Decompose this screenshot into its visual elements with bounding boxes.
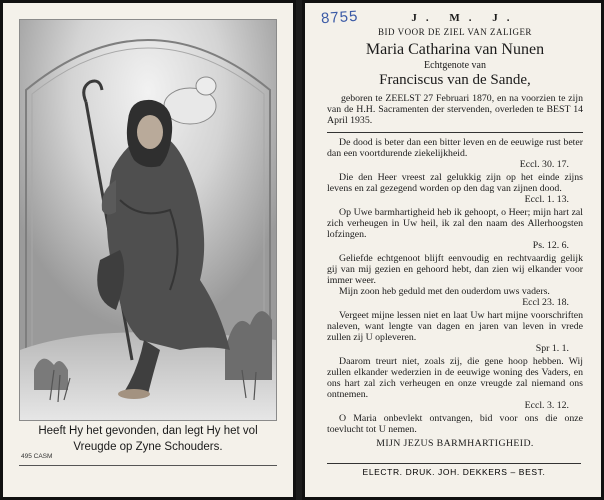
passage: De dood is beter dan een bitter leven en de eeuwige rust beter dan een voortdurende ziekelijkheid.: [327, 137, 583, 160]
prayer-card-front: [0, 0, 296, 500]
passage: O Maria onbevlekt ontvangen, bid voor ons die onze toevlucht tot U nemen.: [327, 413, 583, 436]
passage: Daarom treurt niet, zoals zij, die gene hoop hebben. Wij zullen elkander wederzien in de eeuwige woning des Vaders, en ons hart zal zich verheugen en onze vreugde zal niemand ons ontnemen.: [327, 356, 583, 401]
biography: geboren te ZEELST 27 Februari 1870, en na voorzien te zijn van de H.H. Sacramenten der stervenden, overleden te BEST 14 April 1935.: [327, 93, 583, 127]
passage-reference: Spr 1. 1.: [535, 343, 569, 355]
passage-reference: Eccl. 3. 12.: [524, 400, 569, 412]
spouse-name: Franciscus van de Sande,: [379, 72, 531, 89]
spouse-relation: Echtgenote van: [424, 59, 486, 71]
printer-code: 495 CASM: [21, 453, 53, 460]
passage: Op Uwe barmhartigheid heb ik gehoopt, o Heer; mijn hart zal zich verheugen in Uw heil, ik zal den naam des Allerhoogsten lofzingen.: [327, 207, 583, 241]
passage-reference: Eccl. 30. 17.: [519, 159, 569, 171]
section-divider: [327, 132, 583, 133]
caption-line-1: Heeft Hy het gevonden, dan legt Hy het vol: [38, 425, 258, 437]
passage-reference: Eccl. 1. 13.: [524, 194, 569, 206]
memorial-text: [327, 13, 583, 452]
closing-prayer: MIJN JEZUS BARMHARTIGHEID.: [376, 438, 534, 450]
header-jmj: J. M. J.: [411, 12, 519, 24]
caption-line-2: Vreugde op Zyne Schouders.: [73, 441, 223, 453]
deceased-name: Maria Catharina van Nunen: [365, 40, 545, 58]
passage: Die den Heer vreest zal gelukkig zijn op het einde zijns levens en zal gezegend worden op den dag van zijnen dood.: [327, 172, 583, 195]
picture-caption: [19, 423, 277, 455]
good-shepherd-picture: [19, 19, 277, 421]
printer-credit: ELECTR. DRUK. JOH. DEKKERS – BEST.: [362, 467, 546, 477]
passage: Vergeet mijne lessen niet en laat Uw hart mijne voorschriften naleven, want lengte van dagen en jaren van leven in vrede zullen zij U opleveren.: [327, 310, 583, 344]
printer-divider: [327, 463, 581, 464]
caption-divider: [19, 465, 277, 466]
good-shepherd-illustration: [20, 20, 276, 420]
passage: Geliefde echtgenoot blijft eenvoudig en rechtvaardig gelijk gij van mij gezien en gehoord hebt, dan zien wij elkander voor immer weer.: [327, 253, 583, 287]
archive-number: 8755: [320, 7, 359, 28]
prayer-card-back: [302, 0, 604, 500]
passage: Mijn zoon heb geduld met den ouderdom uws vaders.: [339, 286, 550, 298]
passage-reference: Eccl 23. 18.: [522, 297, 569, 309]
passage-reference: Ps. 12. 6.: [532, 240, 569, 252]
intro-line: BID VOOR DE ZIEL VAN ZALIGER: [378, 26, 532, 37]
